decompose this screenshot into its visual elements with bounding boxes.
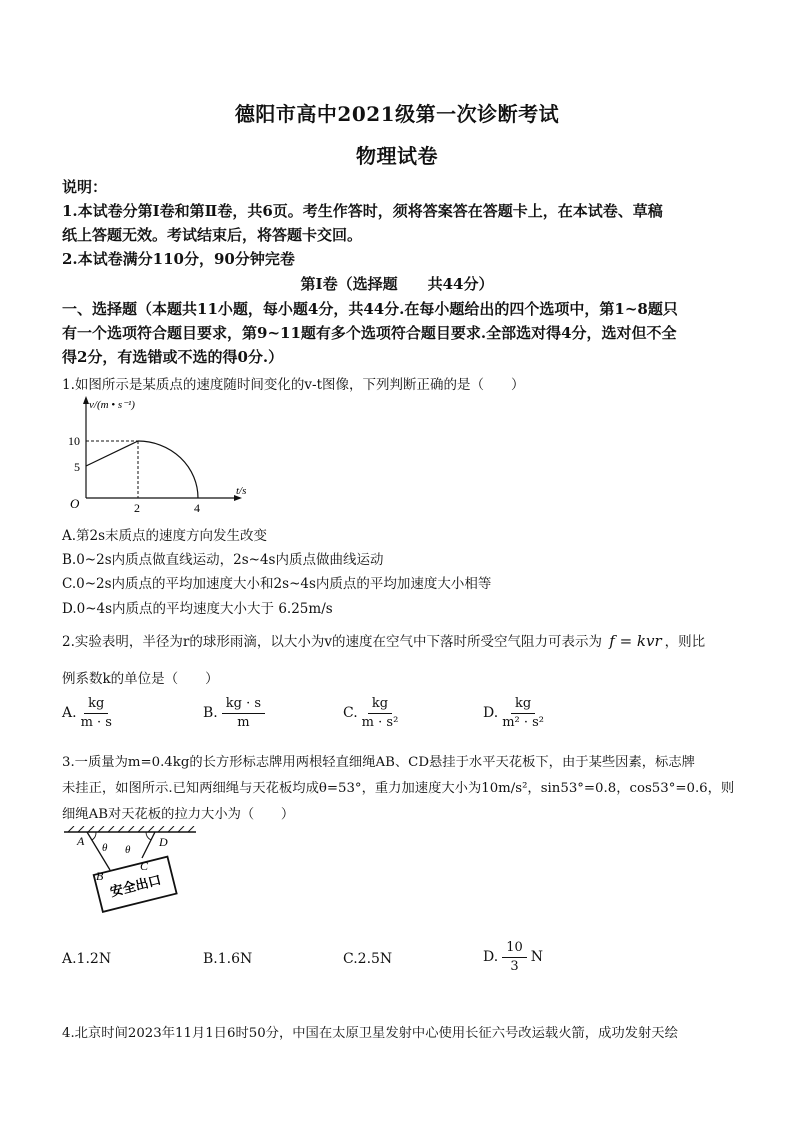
- note-line-3: 2.本试卷满分110分，90分钟完卷: [62, 250, 295, 268]
- label-b: B: [96, 869, 104, 883]
- unit-fraction: [362, 696, 399, 730]
- q4-stem-line-1: 4.北京时间2023年11月1日6时50分，中国在太原卫星发射中心使用长征六号改运载火箭，成功发射天绘: [62, 1026, 678, 1041]
- q2-option-b: [203, 696, 265, 730]
- q1-stem: 1.如图所示是某质点的速度随时间变化的v-t图像，下列判断正确的是（ ）: [62, 377, 525, 393]
- q1-option-a: A.第2s末质点的速度方向发生改变: [62, 528, 268, 544]
- option-letter: D.: [483, 705, 499, 722]
- label-d: D: [159, 835, 168, 849]
- q2-option-d: [483, 696, 544, 730]
- notes-heading: 说明：: [62, 178, 108, 196]
- fraction-denominator: 3: [510, 958, 519, 974]
- label-theta-left: θ: [102, 842, 108, 854]
- fraction-numerator: kg: [511, 696, 535, 714]
- value-fraction: [502, 940, 527, 974]
- q3-option-b: B.1.6N: [203, 951, 253, 967]
- option-letter: B.: [203, 705, 218, 722]
- q3-option-d: [483, 940, 543, 974]
- note-line-2: 纸上答题无效。考试结束后，将答题卡交回。: [62, 226, 363, 244]
- section-instruction-2: 有一个选项符合题目要求，第9~11题有多个选项符合题目要求.全部选对得4分，选对但不全: [62, 324, 677, 342]
- q2-option-c: [343, 696, 398, 730]
- y-tick-5: 5: [74, 460, 80, 474]
- fraction-denominator: m² · s²: [502, 714, 545, 730]
- option-letter: D.: [483, 949, 499, 966]
- y-tick-10: 10: [68, 434, 80, 448]
- q1-vt-graph: [58, 394, 248, 520]
- x-tick-2: 2: [134, 501, 140, 515]
- exam-subtitle: 物理试卷: [356, 144, 438, 168]
- option-letter: A.: [62, 705, 77, 722]
- fraction-denominator: m: [237, 714, 250, 730]
- fraction-numerator: 10: [502, 940, 527, 958]
- section-instruction-1: 一、选择题（本题共11小题，每小题4分，共44分.在每小题给出的四个选项中，第1~8题只: [62, 300, 678, 318]
- section-title: 第Ⅰ卷（选择题 共44分）: [300, 275, 494, 293]
- q3-stem-line-3: 细绳AB对天花板的拉力大小为（ ）: [62, 807, 295, 822]
- q3-option-c: C.2.5N: [343, 951, 393, 967]
- unit-fraction: [81, 696, 112, 730]
- exit-sign: [94, 857, 177, 912]
- q2-formula: f = kvr: [609, 632, 662, 650]
- q2-stem-line-1: [62, 630, 705, 650]
- theta-arc-a: [92, 832, 96, 840]
- arc-2-4s: [138, 441, 198, 498]
- x-tick-4: 4: [194, 501, 200, 515]
- origin-label: O: [70, 496, 80, 511]
- note-line-1: 1.本试卷分第Ⅰ卷和第Ⅱ卷，共6页。考生作答时，须将答案答在答题卡上，在本试卷、草稿: [62, 202, 663, 220]
- q1-option-c: C.0~2s内质点的平均加速度大小和2s~4s内质点的平均加速度大小相等: [62, 576, 492, 592]
- sign-text: 安全出口: [108, 872, 163, 900]
- section-instruction-3: 得2分，有选错或不选的得0分.）: [62, 348, 284, 366]
- q2-option-a: [62, 696, 112, 730]
- fraction-denominator: m · s²: [361, 714, 399, 730]
- exam-title: 德阳市高中2021级第一次诊断考试: [234, 102, 560, 126]
- fraction-numerator: kg: [368, 696, 392, 714]
- rope-cd: [142, 832, 155, 858]
- option-unit: N: [530, 949, 543, 966]
- option-letter: C.: [343, 705, 358, 722]
- label-theta-right: θ: [125, 844, 131, 856]
- q3-stem-line-2: 未挂正，如图所示.已知两细绳与天花板均成θ=53°，重力加速度大小为10m/s²，sin53°=0.8，cos53°=0.6，则: [62, 781, 735, 796]
- unit-fraction: [502, 696, 544, 730]
- q3-option-a: A.1.2N: [62, 951, 112, 967]
- q1-option-b: B.0~2s内质点做直线运动，2s~4s内质点做曲线运动: [62, 552, 384, 568]
- label-a: A: [77, 834, 85, 848]
- fraction-denominator: m · s: [80, 714, 112, 730]
- unit-fraction: [222, 696, 265, 730]
- y-axis-label: v/(m • s⁻¹): [89, 399, 135, 411]
- x-axis-label: t/s: [236, 485, 247, 497]
- fraction-numerator: kg: [84, 696, 108, 714]
- ceiling-hatching: [68, 826, 194, 832]
- segment-0-2s: [86, 441, 138, 466]
- q3-stem-line-1: 3.一质量为m=0.4kg的长方形标志牌用两根轻直细绳AB、CD悬挂于水平天花板下，由于某些因素，标志牌: [62, 755, 695, 770]
- q3-sign-figure: [62, 826, 202, 930]
- q2-stem-end: ，则比: [664, 634, 706, 650]
- label-c: C: [140, 859, 149, 873]
- q2-stem-text: 2.实验表明，半径为r的球形雨滴，以大小为v的速度在空气中下落时所受空气阻力可表示为: [62, 634, 602, 650]
- theta-arc-d: [146, 832, 151, 840]
- q2-stem-line-2: 例系数k的单位是（ ）: [62, 671, 219, 687]
- q1-option-d: D.0~4s内质点的平均速度大小大于 6.25m/s: [62, 601, 333, 617]
- fraction-numerator: kg · s: [222, 696, 265, 714]
